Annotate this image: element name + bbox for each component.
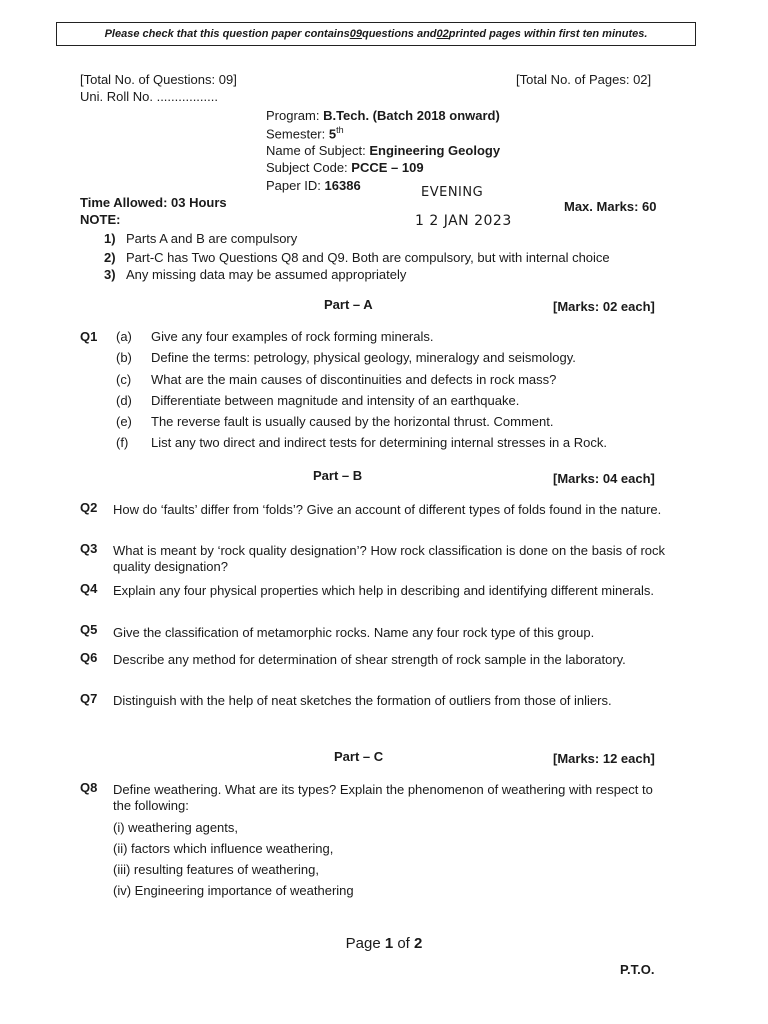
code-label: Subject Code: [266,160,352,175]
note-number: 2) [104,250,116,265]
paper-id-line [266,178,361,193]
max-marks: Max. Marks: 60 [564,199,657,214]
code-value: PCCE – 109 [351,160,424,175]
part-c-title: Part – C [334,749,384,764]
q8-list-item: (iii) resulting features of weathering, [113,862,319,877]
q6-label: Q6 [80,650,98,665]
q1-item-letter: (a) [116,329,132,344]
page-mid: of [393,935,415,952]
page-number [0,935,768,952]
q1-label: Q1 [80,329,98,344]
session-stamp: EVENING [421,185,484,200]
notice-mid: questions and [361,28,437,40]
roll-number: Uni. Roll No. ................. [80,89,218,104]
notice-pre: Please check that this question paper contains [104,28,350,40]
q4-label: Q4 [80,581,98,596]
page-total: 2 [414,935,423,952]
note-item [104,267,406,282]
q5-text: Give the classification of metamorphic rocks. Name any four rock type of this group. [113,625,595,640]
note-label: NOTE: [80,212,121,227]
q7-label: Q7 [80,691,98,706]
total-questions: [Total No. of Questions: 09] [80,72,237,87]
time-allowed: Time Allowed: 03 Hours [80,195,227,210]
q7-text: Distinguish with the help of neat sketches the formation of outliers from those of inliers. [113,693,612,708]
notice-post: printed pages within first ten minutes. [448,28,648,40]
note-text: Any missing data may be assumed appropriately [126,267,407,282]
q1-item-text: What are the main causes of discontinuities and defects in rock mass? [151,372,557,387]
paper-label: Paper ID: [266,178,325,193]
program-line [266,108,500,123]
q1-item-text: Differentiate between magnitude and intensity of an earthquake. [151,393,520,408]
q3-label: Q3 [80,541,98,556]
notice-questions: 09 [349,28,362,40]
part-b-marks: [Marks: 04 each] [553,471,655,486]
q6-text: Describe any method for determination of shear strength of rock sample in the laboratory. [113,652,626,667]
q3-text: What is meant by ‘rock quality designation’? How rock classification is done on the basis of rock quality designation? [113,543,665,574]
program-value: B.Tech. (Batch 2018 onward) [323,108,500,123]
semester-line [266,125,344,141]
semester-value: 5 [328,126,337,142]
note-number: 3) [104,267,116,282]
q8-list-item: (ii) factors which influence weathering, [113,841,334,856]
q1-item-text: The reverse fault is usually caused by the horizontal thrust. Comment. [151,414,554,429]
subject-code-line [266,160,424,175]
part-a-marks: [Marks: 02 each] [553,299,655,314]
instruction-notice [56,22,696,46]
paper-value: 16386 [324,178,361,193]
q1-item-text: List any two direct and indirect tests for determining internal stresses in a Rock. [151,435,607,450]
part-a-title: Part – A [324,297,373,312]
pto-label: P.T.O. [620,962,655,977]
q1-item-text: Give any four examples of rock forming minerals. [151,329,434,344]
q5-label: Q5 [80,622,98,637]
part-c-marks: [Marks: 12 each] [553,751,655,766]
total-pages: [Total No. of Pages: 02] [516,72,652,87]
q2-text: How do ‘faults’ differ from ‘folds’? Give an account of different types of folds found in the nature. [113,502,662,517]
q2-label: Q2 [80,500,98,515]
note-text: Parts A and B are compulsory [126,231,298,246]
subject-value: Engineering Geology [369,143,501,158]
part-b-title: Part – B [313,468,363,483]
q1-item-letter: (e) [116,414,132,429]
program-label: Program: [266,108,324,123]
q8-label: Q8 [80,780,98,795]
q1-item-text: Define the terms: petrology, physical geology, mineralogy and seismology. [151,350,576,365]
q4-text: Explain any four physical properties which help in describing and identifying different minerals. [113,583,655,598]
q1-item-letter: (f) [116,435,129,450]
page-pre: Page [345,935,385,952]
notice-pages: 02 [436,28,449,40]
subject-label: Name of Subject: [266,143,370,158]
q1-item-letter: (b) [116,350,132,365]
note-number: 1) [104,231,116,246]
note-text: Part-C has Two Questions Q8 and Q9. Both are compulsory, but with internal choice [126,250,610,265]
q8-text: Define weathering. What are its types? Explain the phenomenon of weathering with respect to the following: [113,782,653,813]
note-item [104,250,610,265]
q1-item-letter: (c) [116,372,132,387]
semester-label: Semester: [266,126,329,142]
subject-line [266,143,500,158]
semester-sup: th [336,125,344,135]
q8-list-item: (iv) Engineering importance of weathering [113,883,354,898]
date-stamp: 1 2 JAN 2023 [415,213,512,229]
note-item [104,231,297,246]
q8-list-item: (i) weathering agents, [113,820,239,835]
page-current: 1 [384,935,394,952]
q1-item-letter: (d) [116,393,132,408]
